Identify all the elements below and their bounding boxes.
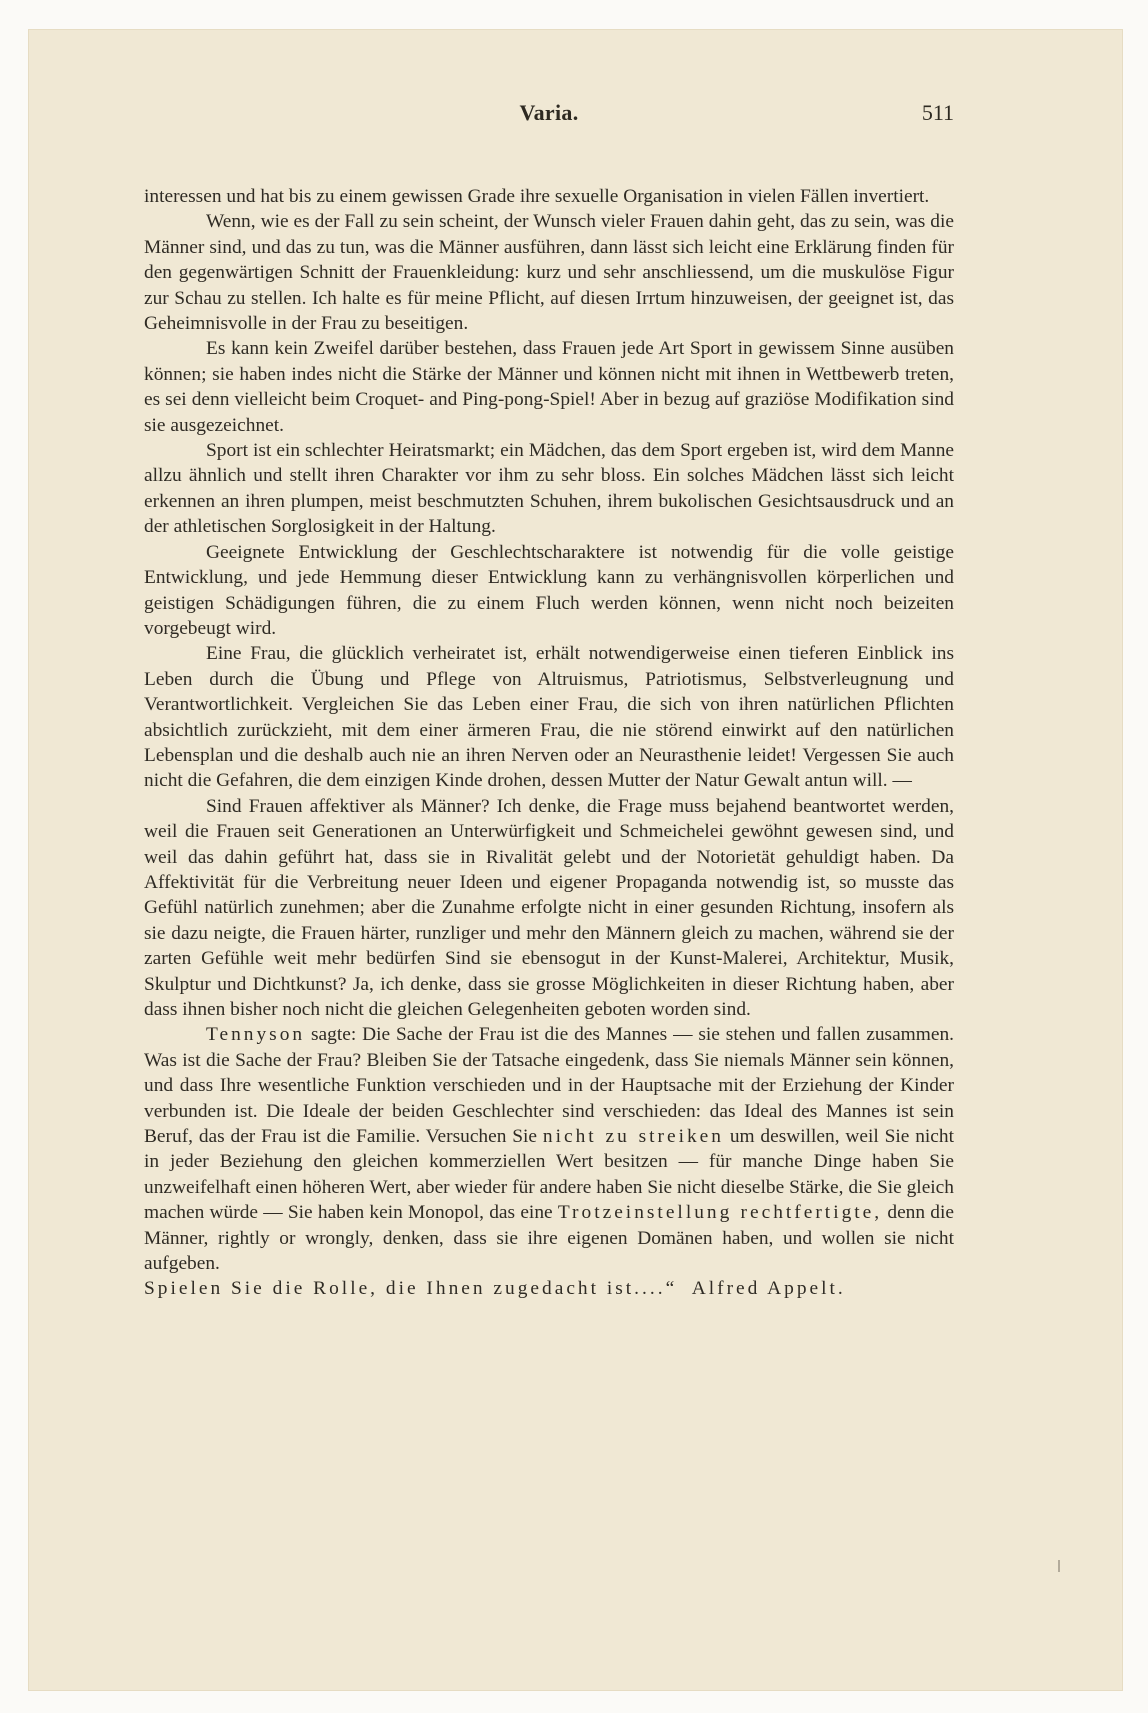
page-number: 511: [921, 100, 954, 125]
closing-quote: Spielen Sie die Rolle, die Ihnen zugedacht ist....“: [144, 1278, 678, 1300]
page-header: [144, 100, 954, 140]
emphasis-nicht-streiken: nicht zu streiken: [542, 1126, 724, 1148]
paragraph-1: interessen und hat bis zu einem gewissen Grade ihre sexuelle Organisation in vielen Fällen invertiert.: [144, 186, 930, 207]
paragraph-8: [144, 1022, 954, 1276]
paragraph-8-part-c: denn die Männer, rightly or wrongly, denken, dass sie ihre eigenen Domänen haben, und wollen sie nicht aufgeben.: [144, 1202, 954, 1275]
paragraph-7: Sind Frauen affektiver als Männer? Ich denke, die Frage muss bejahend beantwortet werden, weil die Frauen seit Generationen an Unterwürfigkeit und Schmeichelei gewöhnt gewesen sind, und weil das dahin geführt hat, dass sie in Rivalität gelebt und der Notorietät gehuldigt haben. Da Affektivität für die Verbreitung neuer Ideen und eigener Propaganda notwendig ist, so musste das Gefühl natürlich zunehmen; aber die Zunahme erfolgte nicht in einer gesunden Richtung, insofern als sie dazu neigte, die Frauen härter, runzliger und mehr den Männern gleich zu machen, während sie der zarten Gefühle weit mehr bedürfen Sind sie ebensogut in der Kunst-Malerei, Architektur, Musik, Skulptur und Dichtkunst? Ja, ich denke, dass sie grosse Möglichkeiten in dieser Richtung haben, aber dass ihnen bisher noch nicht die gleichen Gelegenheiten geboten worden sind.: [144, 795, 954, 1020]
running-head: Varia.: [519, 100, 579, 125]
author-name-tennyson: Tennyson: [206, 1024, 306, 1046]
author-signature: Alfred Appelt.: [691, 1278, 846, 1300]
margin-mark: [1058, 1560, 1060, 1572]
article-body: [144, 184, 954, 1302]
paragraph-3: Es kann kein Zweifel darüber bestehen, dass Frauen jede Art Sport in gewissem Sinne ausüben können; sie haben indes nicht die Stärke der Männer und können nicht mit ihnen in Wettbewerb treten, es sei denn vielleicht beim Croquet- and Ping-pong-Spiel! Aber in bezug auf graziöse Modifikation sind sie ausgezeichnet.: [144, 338, 954, 436]
paragraph-2: Wenn, wie es der Fall zu sein scheint, der Wunsch vieler Frauen dahin geht, das zu sein, was die Männer sind, und das zu tun, was die Männer ausführen, dann lässt sich leicht eine Erklärung finden für den gegenwärtigen Schnitt der Frauenkleidung: kurz und sehr anschliessend, um die muskulöse Figur zur Schau zu stellen. Ich halte es für meine Pflicht, auf diesen Irrtum hinzuweisen, der geeignet ist, das Geheimnisvolle in der Frau zu beseitigen.: [144, 211, 954, 335]
paragraph-6: Eine Frau, die glücklich verheiratet ist, erhält notwendigerweise einen tieferen Einblick ins Leben durch die Übung und Pflege von Altruismus, Patriotismus, Selbstverleugnung und Verantwortlichkeit. Vergleichen Sie das Leben einer Frau, die sich von ihren natürlichen Pflichten absichtlich zurückzieht, mit dem einer ärmeren Frau, die nie störend einwirkt auf den natürlichen Lebensplan und die deshalb auch nie an ihren Nerven oder an Neurasthenie leidet! Vergessen Sie auch nicht die Gefahren, die dem einzigen Kinde drohen, dessen Mutter der Natur Gewalt antun will. —: [144, 643, 954, 792]
paragraph-5: Geeignete Entwicklung der Geschlechtscharaktere ist notwendig für die volle geistige Entwicklung, und jede Hemmung dieser Entwicklung kann zu verhängnisvollen körperlichen und geistigen Schädigungen führen, die zu einem Fluch werden können, wenn nicht noch beizeiten vorgebeugt wird.: [144, 541, 954, 639]
closing-line: [144, 1276, 954, 1301]
paragraph-8-part-a: sagte: Die Sache der Frau ist die des Mannes — sie stehen und fallen zusammen. Was ist die Sache der Frau? Bleiben Sie der Tatsache eingedenk, dass Sie niemals Männer sein können, und dass Ihre wesentliche Funktion verschieden und in der Hauptsache mit der Erziehung der Kinder verbunden ist. Die Ideale der beiden Geschlechter sind verschieden: das Ideal des Mannes ist sein Beruf, das der Frau ist die Familie. Versuchen Sie: [144, 1024, 954, 1148]
paragraph-4: Sport ist ein schlechter Heiratsmarkt; ein Mädchen, das dem Sport ergeben ist, wird dem Manne allzu ähnlich und stellt ihren Charakter vor ihm zu sehr bloss. Ein solches Mädchen lässt sich leicht erkennen an ihren plumpen, meist beschmutzten Schuhen, ihrem bukolischen Gesichtsausdruck und an der athletischen Sorglosigkeit in der Haltung.: [144, 440, 954, 538]
paragraph-8-part-b: um deswillen, weil Sie nicht in jeder Beziehung den gleichen kommerziellen Wert besitzen — für manche Dinge haben Sie unzweifelhaft einen höheren Wert, aber wieder für andere haben Sie nicht dieselbe Stärke, die Sie gleich machen würde — Sie haben kein Monopol, das eine: [144, 1126, 954, 1224]
emphasis-trotzeinstellung: Trotzeinstellung rechtfertigte,: [557, 1202, 883, 1224]
